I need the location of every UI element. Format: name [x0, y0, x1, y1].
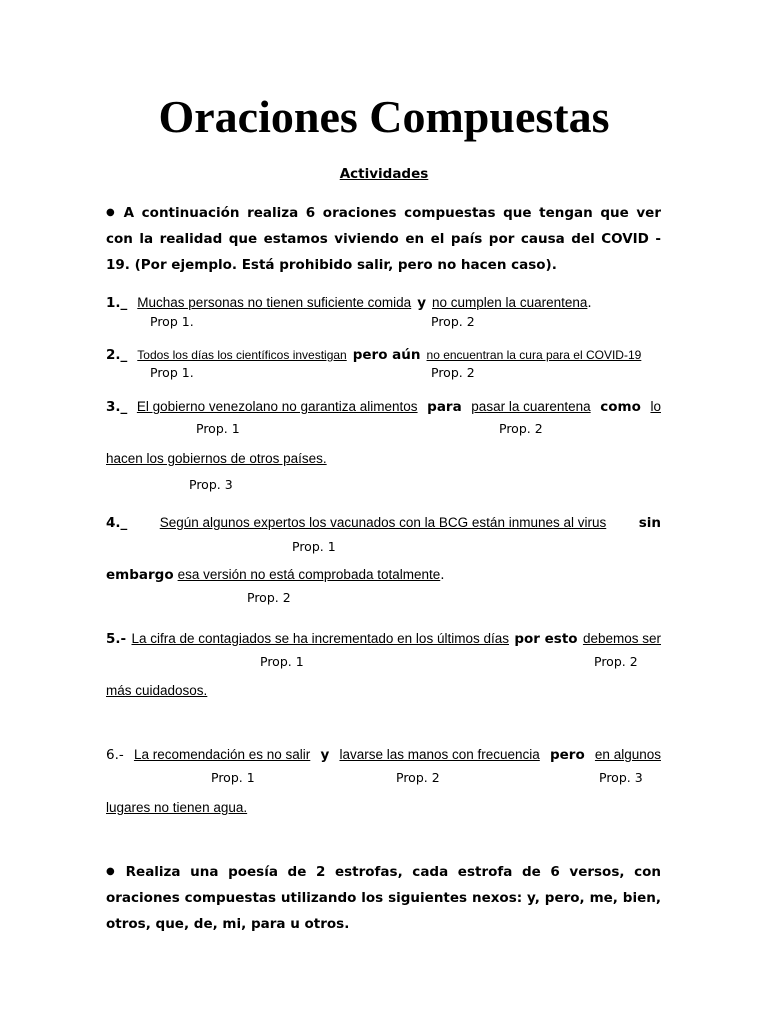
connector: como [600, 399, 641, 415]
instruction-text-2: Realiza una poesía de 2 estrofas, cada estrofa de 6 versos, con oraciones compuestas utilizando los siguientes nexos: y, pero, me, bien, otros, que, de, mi, para u otros. [106, 864, 661, 932]
sentence-4-line-2 [106, 567, 661, 583]
connector: por esto [514, 631, 578, 647]
instruction-text-1: A continuación realiza 6 oraciones compuestas que tengan que ver con la realidad que estamos viviendo en el país por causa del COVID - 19. (Por ejemplo. Está prohibido salir, pero no hacen caso). [106, 205, 661, 273]
clause-3-start: lo [650, 399, 661, 414]
sentence-5-line-2 [106, 683, 661, 698]
connector: sin [638, 515, 661, 531]
prop-label: Prop. 1 [292, 539, 336, 554]
prop-label: Prop 1. [150, 365, 194, 380]
sentence-3-line-2 [106, 451, 661, 466]
prop-label: Prop. 2 [247, 590, 291, 605]
prop-label: Prop. 2 [594, 654, 638, 669]
prop-label: Prop. 2 [431, 365, 475, 380]
connector: pero aún [352, 347, 421, 363]
clause-1: La recomendación es no salir [133, 747, 311, 762]
sentence-number: 5.- [106, 631, 127, 647]
clause-3-start: en algunos [594, 747, 661, 762]
clause-2: lavarse las manos con frecuencia [339, 747, 540, 762]
bullet-icon: ● [106, 866, 120, 877]
clause-1: La cifra de contagiados se ha incrementado en los últimos días [131, 631, 509, 646]
sentence-5-line-1 [106, 631, 661, 647]
sentence-1 [106, 295, 661, 311]
clause-2: no encuentran la cura para el COVID-19 [426, 348, 642, 362]
connector: embargo [106, 567, 174, 583]
prop-label: Prop. 2 [431, 314, 475, 329]
connector: y [320, 747, 330, 763]
sentence-number: 4._ [106, 515, 128, 531]
sentence-end: . [587, 295, 592, 311]
section-subtitle: Actividades [339, 166, 429, 182]
sentence-number: 1._ [106, 295, 128, 311]
connector: y [417, 295, 427, 311]
prop-label: Prop. 3 [189, 477, 233, 492]
clause-2: esa versión no está comprobada totalmente [177, 567, 441, 582]
clause-2: pasar la cuarentena [471, 399, 591, 414]
sentence-number: 6.- [106, 747, 124, 763]
prop-label: Prop. 1 [211, 770, 255, 785]
connector: pero [549, 747, 585, 763]
sentence-number: 2._ [106, 347, 128, 363]
bullet-icon: ● [106, 207, 118, 218]
sentence-6-line-1 [106, 747, 661, 763]
prop-label: Prop 1. [150, 314, 194, 329]
prop-label: Prop. 1 [260, 654, 304, 669]
page-title: Oraciones Compuestas [158, 91, 610, 142]
prop-label: Prop. 2 [499, 421, 543, 436]
instruction-paragraph-2 [106, 859, 661, 937]
clause-1: Según algunos expertos los vacunados con la BCG están inmunes al virus [159, 515, 607, 530]
sentence-4-line-1 [106, 515, 661, 531]
prop-label: Prop. 2 [396, 770, 440, 785]
clause-1: Muchas personas no tienen suficiente comida [137, 295, 412, 310]
clause-2-start: debemos ser [582, 631, 661, 646]
clause-1: El gobierno venezolano no garantiza alimentos [136, 399, 418, 414]
clause-1: Todos los días los científicos investigan [137, 348, 347, 362]
clause-2: no cumplen la cuarentena [432, 295, 588, 310]
sentence-end: . [440, 567, 445, 583]
clause-3-end: hacen los gobiernos de otros países. [106, 451, 327, 466]
clause-2-end: más cuidadosos. [106, 683, 208, 698]
sentence-2 [106, 347, 661, 363]
instruction-paragraph-1 [106, 200, 661, 278]
sentence-3-line-1 [106, 399, 661, 415]
prop-label: Prop. 1 [196, 421, 240, 436]
clause-3-end: lugares no tienen agua. [106, 800, 248, 815]
connector: para [427, 399, 462, 415]
sentence-number: 3._ [106, 399, 128, 415]
prop-label: Prop. 3 [599, 770, 643, 785]
sentence-6-line-2 [106, 800, 661, 815]
